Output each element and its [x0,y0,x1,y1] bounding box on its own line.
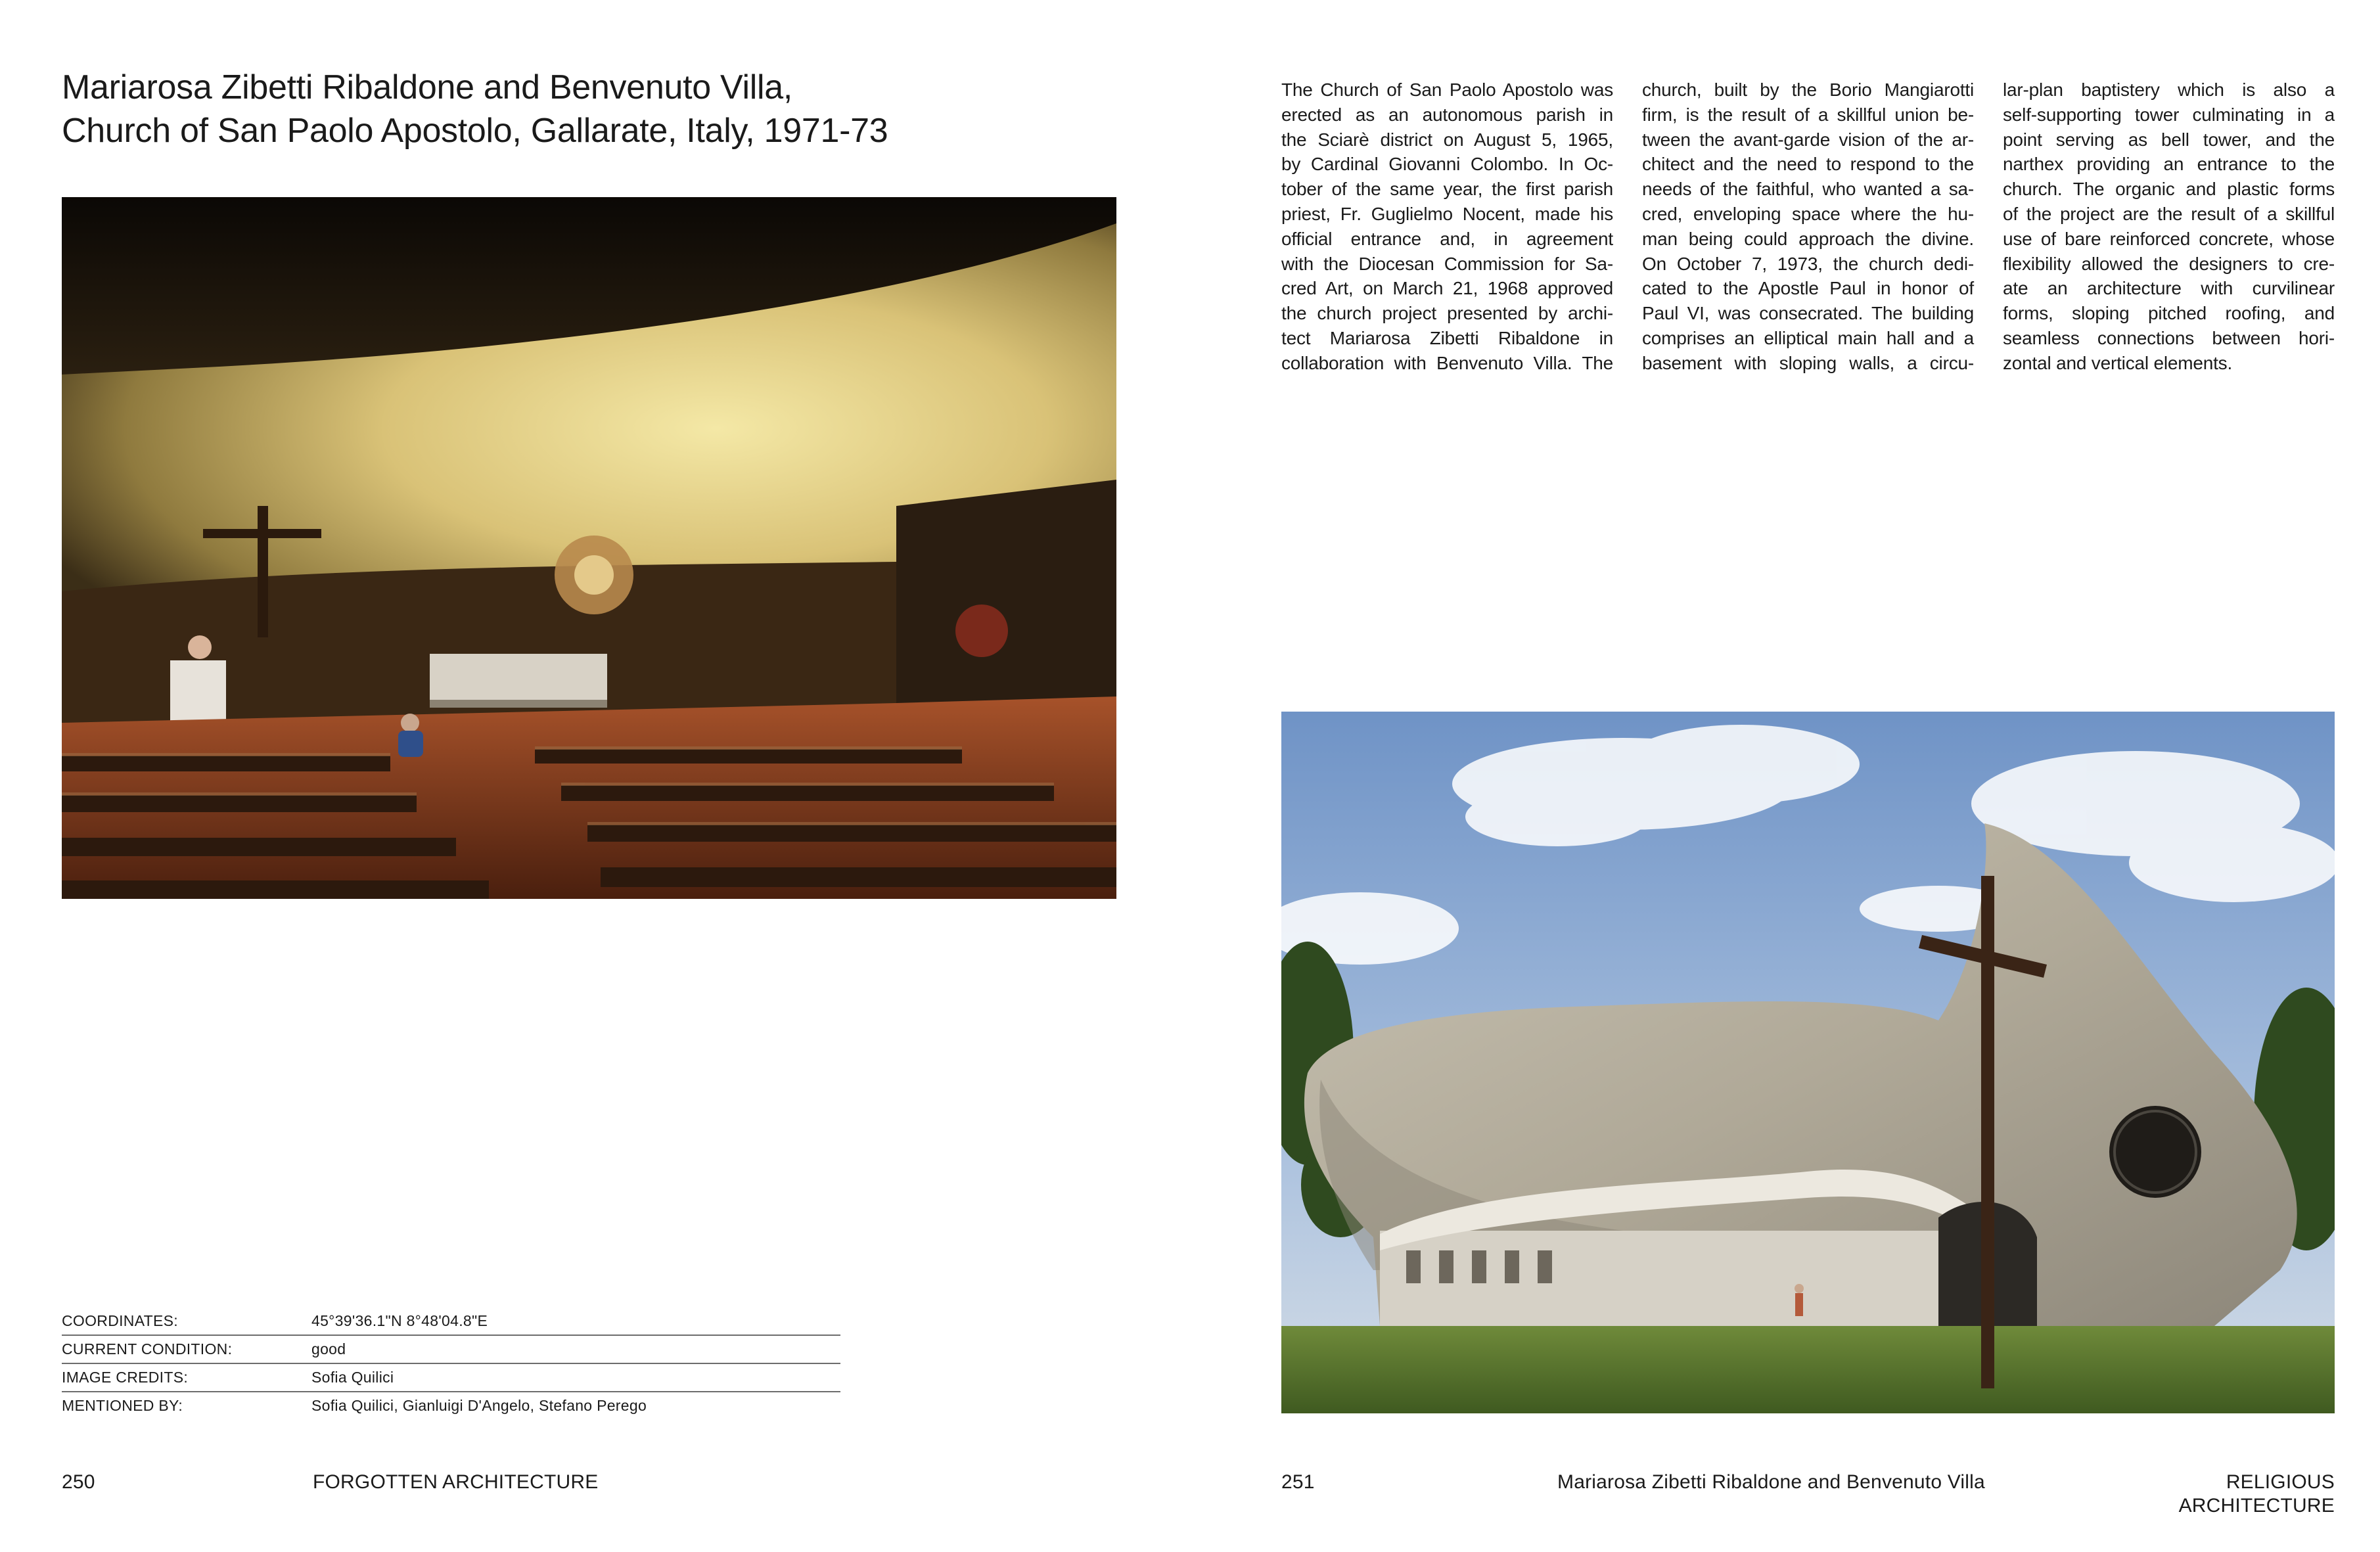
church-interior-photo [62,197,1116,899]
meta-row-image-credits [62,1364,840,1392]
text-line: On October 7, 1973, the church dedi- [1642,253,1974,274]
meta-label: COORDINATES: [62,1312,178,1329]
text-line: flexibility allowed the designers to cre- [2003,253,2335,274]
text-line: with the Diocesan Commission for Sa- [1281,253,1613,274]
meta-value: Sofia Quilici [311,1369,394,1386]
body-text [1281,78,2335,376]
meta-value: Sofia Quilici, Gianluigi D'Angelo, Stefano Perego [311,1397,647,1414]
text-line: firm, is the result of a skillful union be- [1642,104,1974,125]
section-title-left: FORGOTTEN ARCHITECTURE [313,1471,599,1493]
text-line: The Church of San Paolo Apostolo was [1281,80,1613,100]
text-line: forms, sloping pitched roofing, and [2003,303,2335,324]
text-line: chitect and the need to respond to the [1642,154,1974,175]
text-line: needs of the faithful, who wanted a sa- [1642,179,1974,200]
page-title [62,66,1113,152]
text-line: of the project are the result of a skillful [2003,203,2335,224]
text-line: lar-plan baptistery which is also a [2003,80,2335,100]
text-line: man being could approach the divine. [1642,228,1974,249]
running-header-authors: Mariarosa Zibetti Ribaldone and Benvenuto Villa [1557,1471,1985,1493]
text-line: cred Art, on March 21, 1968 approved [1281,278,1613,299]
text-line: self-supporting tower culminating in a [2003,104,2335,125]
meta-row-coordinates [62,1308,840,1336]
body-column-3 [2003,78,2335,376]
text-line: church, built by the Borio Mangiarotti [1642,80,1974,100]
church-exterior-photo [1281,712,2335,1413]
text-line: tween the avant-garde vision of the ar- [1642,129,1974,150]
text-line: collaboration with Benvenuto Villa. The [1281,352,1613,373]
meta-row-mentioned-by [62,1392,840,1419]
meta-label: IMAGE CREDITS: [62,1369,189,1386]
title-line-1: Mariarosa Zibetti Ribaldone and Benvenuto Villa, [62,68,792,106]
text-line: cated to the Apostle Paul in honor of [1642,278,1974,299]
text-line: cred, enveloping space where the hu- [1642,203,1974,224]
text-line: the Sciarè district on August 5, 1965, [1281,129,1613,150]
text-line: tect Mariarosa Zibetti Ribaldone in [1281,327,1613,348]
text-line: erected as an autonomous parish in [1281,104,1613,125]
section-title-right: RELIGIOUS ARCHITECTURE [2178,1471,2335,1517]
project-metadata-table [62,1308,840,1419]
meta-value: 45°39'36.1"N 8°48'04.8"E [311,1312,488,1329]
text-line: tober of the same year, the first parish [1281,179,1613,200]
meta-label: MENTIONED BY: [62,1397,183,1414]
text-line: by Cardinal Giovanni Colombo. In Oc- [1281,154,1613,175]
text-line: point serving as bell tower, and the [2003,129,2335,150]
text-line: Paul VI, was consecrated. The building [1642,303,1974,324]
meta-value: good [311,1340,346,1358]
text-line: zontal and vertical elements. [2003,352,2233,373]
church-interior-illustration [62,197,1116,899]
text-line: use of bare reinforced concrete, whose [2003,228,2335,249]
church-exterior-illustration [1281,712,2335,1413]
meta-row-condition [62,1336,840,1364]
body-column-2 [1642,78,1974,376]
text-line: basement with sloping walls, a circu- [1642,352,1974,373]
title-line-2: Church of San Paolo Apostolo, Gallarate, Italy, 1971-73 [62,112,888,150]
text-line: ate an architecture with curvilinear [2003,278,2335,299]
text-line: church. The organic and plastic forms [2003,179,2335,200]
meta-label: CURRENT CONDITION: [62,1340,233,1358]
text-line: official entrance and, in agreement [1281,228,1613,249]
body-column-1 [1281,78,1613,376]
page-number-left: 250 [62,1471,95,1493]
text-line: the church project presented by archi- [1281,303,1613,324]
text-line: narthex providing an entrance to the [2003,154,2335,175]
text-line: seamless connections between hori- [2003,327,2335,348]
text-line: comprises an elliptical main hall and a [1642,327,1974,348]
page-number-right: 251 [1281,1471,1315,1493]
text-line: priest, Fr. Guglielmo Nocent, made his [1281,203,1613,224]
